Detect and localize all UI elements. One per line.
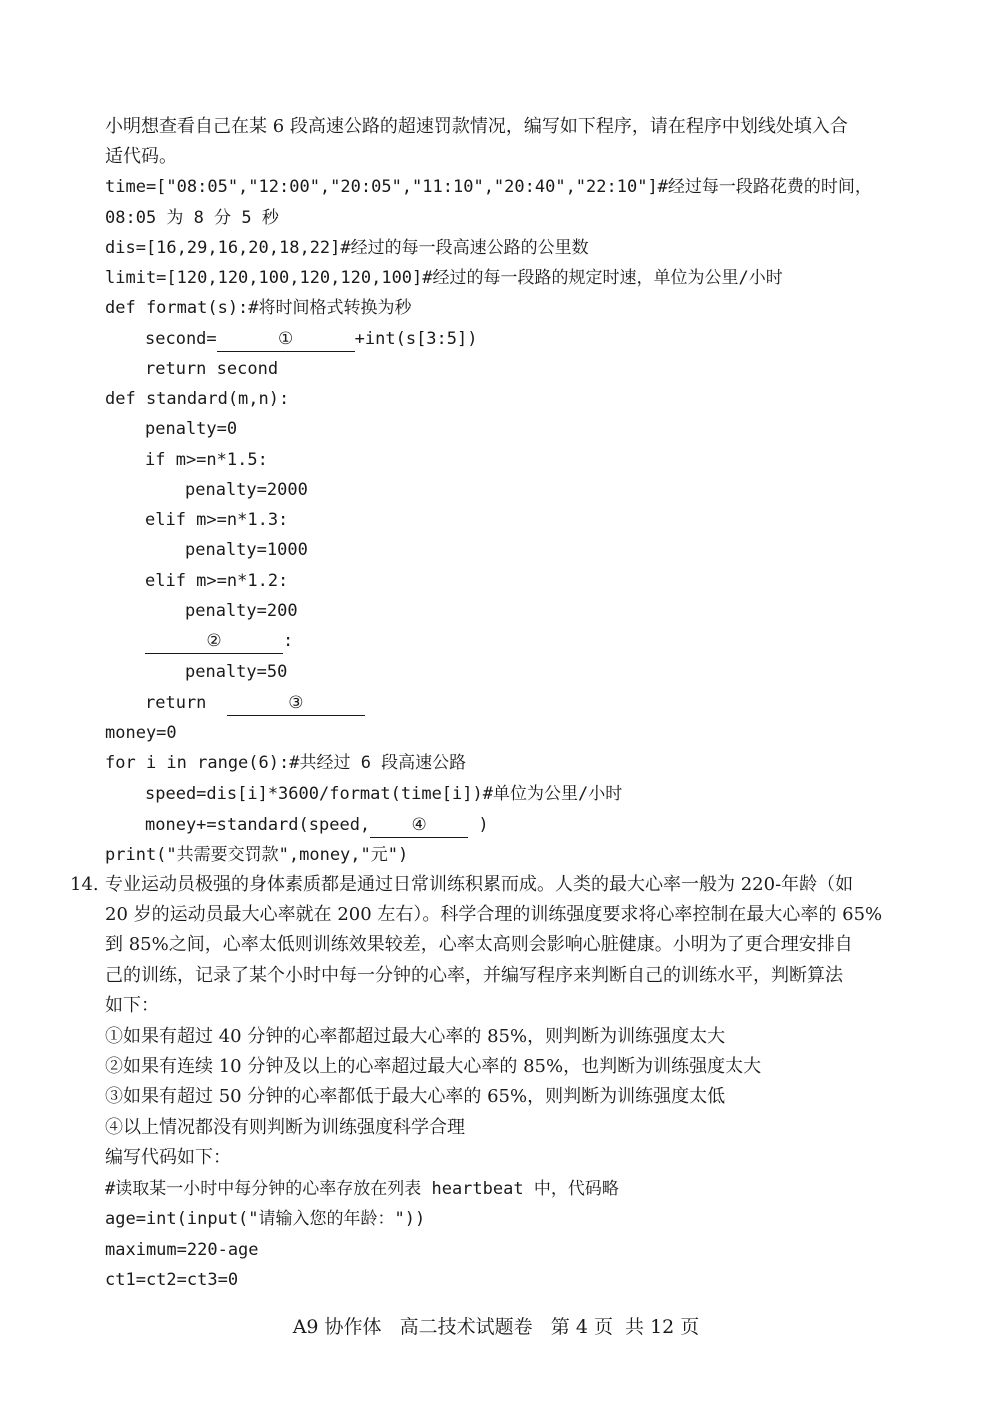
code-for-line: for i in range(6):#共经过 6 段高速公路 bbox=[105, 753, 467, 773]
q14-rule-3: ③如果有超过 50 分钟的心率都低于最大心率的 65%，则判断为训练强度太低 bbox=[105, 1086, 726, 1107]
code-return-line bbox=[145, 688, 365, 718]
answer-blank-2: ② bbox=[145, 629, 283, 654]
code-penalty-1000: penalty=1000 bbox=[185, 540, 308, 560]
q14-rule-2: ②如果有连续 10 分钟及以上的心率超过最大心率的 85%，也判断为训练强度太大 bbox=[105, 1056, 762, 1077]
code-time-note: 08:05 为 8 分 5 秒 bbox=[105, 208, 279, 228]
code-money-0: money=0 bbox=[105, 723, 177, 743]
code-penalty-50: penalty=50 bbox=[185, 662, 288, 682]
page-footer: A9 协作体 高二技术试题卷 第 4 页 共 12 页 bbox=[292, 1316, 700, 1338]
code-limit-line: limit=[120,120,100,120,120,100]#经过的每一段路的规定时速，单位为公里/小时 bbox=[105, 268, 783, 288]
q14-para-line-1: 专业运动员极强的身体素质都是通过日常训练积累而成。人类的最大心率一般为 220-年龄（如 bbox=[105, 874, 854, 895]
colon: : bbox=[283, 631, 294, 651]
q14-para-line-3: 到 85%之间，心率太低则训练效果较差，心率太高则会影响心脏健康。小明为了更合理安排自 bbox=[105, 934, 853, 955]
q14-para-line-5: 如下： bbox=[105, 995, 159, 1016]
code-if-line: if m>=n*1.5: bbox=[145, 450, 268, 470]
q14-code-line-1: #读取某一小时中每分钟的心率存放在列表 heartbeat 中，代码略 bbox=[105, 1179, 619, 1199]
code-time-line: time=["08:05","12:00","20:05","11:10","20:40","22:10"]#经过每一段路花费的时间， bbox=[105, 177, 872, 197]
code-return-second: return second bbox=[145, 359, 279, 379]
code-penalty-0: penalty=0 bbox=[145, 419, 238, 439]
question-14-number: 14. bbox=[70, 874, 99, 895]
second-prefix: second= bbox=[145, 329, 217, 349]
code-blank-2-line bbox=[145, 626, 293, 656]
code-elif-13: elif m>=n*1.3: bbox=[145, 510, 289, 530]
code-speed-line: speed=dis[i]*3600/format(time[i])#单位为公里/小时 bbox=[145, 784, 623, 804]
q14-rule-1: ①如果有超过 40 分钟的心率都超过最大心率的 85%，则判断为训练强度太大 bbox=[105, 1026, 726, 1047]
code-def-format: def format(s):#将时间格式转换为秒 bbox=[105, 298, 412, 318]
answer-blank-1: ① bbox=[217, 327, 355, 352]
code-elif-12: elif m>=n*1.2: bbox=[145, 571, 289, 591]
answer-blank-4: ④ bbox=[370, 813, 468, 838]
q14-para-line-4: 己的训练，记录了某个小时中每一分钟的心率，并编写程序来判断自己的训练水平，判断算法 bbox=[105, 965, 843, 986]
code-penalty-2000: penalty=2000 bbox=[185, 480, 308, 500]
code-def-standard: def standard(m,n): bbox=[105, 389, 290, 409]
q14-para-line-2: 20 岁的运动员最大心率就在 200 左右）。科学合理的训练强度要求将心率控制在最大心率的 65% bbox=[105, 904, 883, 925]
money-prefix: money+=standard(speed, bbox=[145, 815, 371, 835]
intro-line-2: 适代码。 bbox=[105, 146, 177, 167]
q14-code-line-2: age=int(input("请输入您的年龄：")) bbox=[105, 1209, 426, 1229]
second-suffix: +int(s[3:5]) bbox=[354, 329, 478, 349]
q14-code-line-3: maximum=220-age bbox=[105, 1240, 259, 1260]
code-dis-line: dis=[16,29,16,20,18,22]#经过的每一段高速公路的公里数 bbox=[105, 238, 589, 258]
q14-code-line-4: ct1=ct2=ct3=0 bbox=[105, 1270, 239, 1290]
code-penalty-200: penalty=200 bbox=[185, 601, 298, 621]
q14-code-intro: 编写代码如下： bbox=[105, 1147, 231, 1168]
code-second-line bbox=[145, 324, 477, 354]
return-keyword: return bbox=[145, 693, 207, 713]
money-suffix: ) bbox=[478, 815, 489, 835]
code-money-line bbox=[145, 810, 489, 840]
q14-rule-4: ④以上情况都没有则判断为训练强度科学合理 bbox=[105, 1117, 465, 1138]
answer-blank-3: ③ bbox=[227, 691, 365, 716]
intro-line-1: 小明想查看自己在某 6 段高速公路的超速罚款情况，编写如下程序，请在程序中划线处填入合 bbox=[105, 116, 848, 137]
code-print-line: print("共需要交罚款",money,"元") bbox=[105, 845, 409, 865]
